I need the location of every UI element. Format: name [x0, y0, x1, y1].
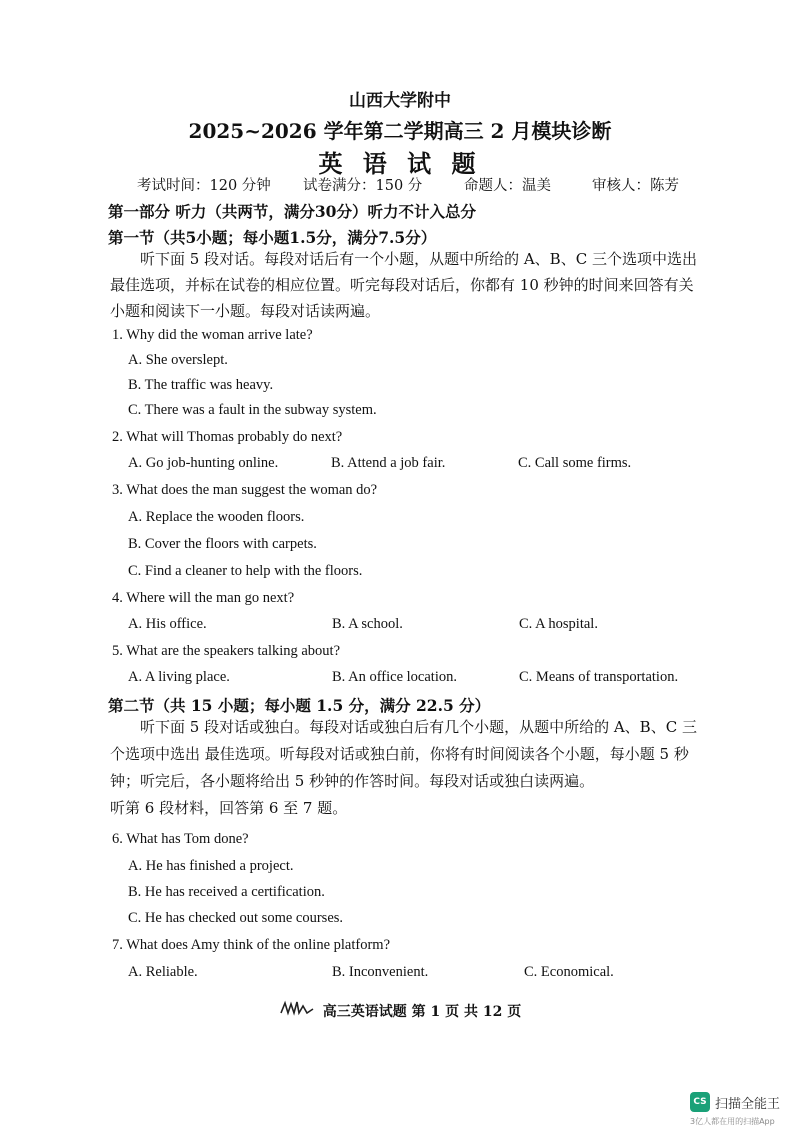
question-1-option-a: A. She overslept. — [128, 352, 228, 368]
question-2-option-a: A. Go job-hunting online. — [128, 455, 279, 471]
question-7-stem: 7. What does Amy think of the online platform? — [112, 937, 390, 953]
page-footer-text: 高三英语试题 第 1 页 共 12 页 — [322, 1004, 522, 1020]
scanner-app-name: 扫描全能王 — [715, 1097, 781, 1112]
section1-line-2: 最佳选项，并标在试卷的相应位置。听完每段对话后，你都有 10 秒钟的时间来回答有关 — [110, 276, 694, 294]
question-3-option-c: C. Find a cleaner to help with the floors. — [128, 563, 363, 579]
question-6-stem: 6. What has Tom done? — [112, 831, 249, 847]
question-3-option-a: A. Replace the wooden floors. — [128, 509, 305, 525]
author: 命题人：温美 — [464, 178, 551, 194]
scanner-tagline: 3亿人都在用的扫描App — [690, 1117, 775, 1126]
question-4-option-c: C. A hospital. — [519, 616, 598, 632]
question-7-option-a: A. Reliable. — [128, 964, 198, 980]
section2-instruction: 听第 6 段材料，回答第 6 至 7 题。 — [110, 799, 348, 817]
section2-title: 第二节（共 15 小题；每小题 1.5 分，满分 22.5 分） — [108, 696, 491, 715]
question-6-option-b: B. He has received a certification. — [128, 884, 325, 900]
question-1-option-c: C. There was a fault in the subway system. — [128, 402, 377, 418]
section2-line-3: 钟；听完后，各小题将给出 5 秒钟的作答时间。每段对话或独白读两遍。 — [110, 772, 595, 790]
question-3-option-b: B. Cover the floors with carpets. — [128, 536, 317, 552]
question-4-stem: 4. Where will the man go next? — [112, 590, 295, 606]
question-5-option-c: C. Means of transportation. — [519, 669, 679, 685]
section1-line-3: 小题和阅读下一小题。每段对话读两遍。 — [110, 302, 381, 320]
question-5-option-a: A. A living place. — [128, 669, 230, 685]
question-6-option-a: A. He has finished a project. — [128, 858, 294, 874]
question-4-option-a: A. His office. — [128, 616, 207, 632]
question-4-option-b: B. A school. — [332, 616, 403, 632]
subject-title: 英 语 试 题 — [318, 149, 482, 178]
question-1-stem: 1. Why did the woman arrive late? — [112, 327, 313, 343]
question-7-option-c: C. Economical. — [524, 964, 614, 980]
section1-line-1: 听下面 5 段对话。每段对话后有一个小题，从题中所给的 A、B、C 三个选项中选出 — [140, 250, 697, 268]
exam-title: 2025~2026 学年第二学期高三 2 月模块诊断 — [188, 119, 612, 143]
section2-line-1: 听下面 5 段对话或独白。每段对话或独白后有几个小题，从题中所给的 A、B、C 三 — [140, 718, 697, 736]
school-name: 山西大学附中 — [349, 91, 451, 111]
question-6-option-c: C. He has checked out some courses. — [128, 910, 344, 926]
scanner-logo-icon: CS — [690, 1092, 710, 1112]
reviewer: 审核人：陈芳 — [592, 178, 679, 194]
question-2-option-c: C. Call some firms. — [518, 455, 632, 471]
question-5-option-b: B. An office location. — [332, 669, 457, 685]
question-1-option-b: B. The traffic was heavy. — [128, 377, 274, 393]
page-footer — [0, 1000, 800, 1021]
part1-title: 第一部分 听力（共两节，满分30分）听力不计入总分 — [108, 202, 476, 221]
question-7-option-b: B. Inconvenient. — [332, 964, 429, 980]
question-3-stem: 3. What does the man suggest the woman do? — [112, 482, 378, 498]
full-score: 试卷满分：150 分 — [303, 178, 423, 194]
handwriting-mark-icon — [279, 1000, 317, 1020]
question-2-option-b: B. Attend a job fair. — [331, 455, 446, 471]
question-2-stem: 2. What will Thomas probably do next? — [112, 429, 343, 445]
exam-time: 考试时间：120 分钟 — [137, 178, 271, 194]
section1-title: 第一节（共5小题；每小题1.5分，满分7.5分） — [108, 228, 437, 247]
section2-line-2: 个选项中选出 最佳选项。听每段对话或独白前，你将有时间阅读各个小题，每小题 5 秒 — [110, 745, 689, 763]
question-5-stem: 5. What are the speakers talking about? — [112, 643, 341, 659]
